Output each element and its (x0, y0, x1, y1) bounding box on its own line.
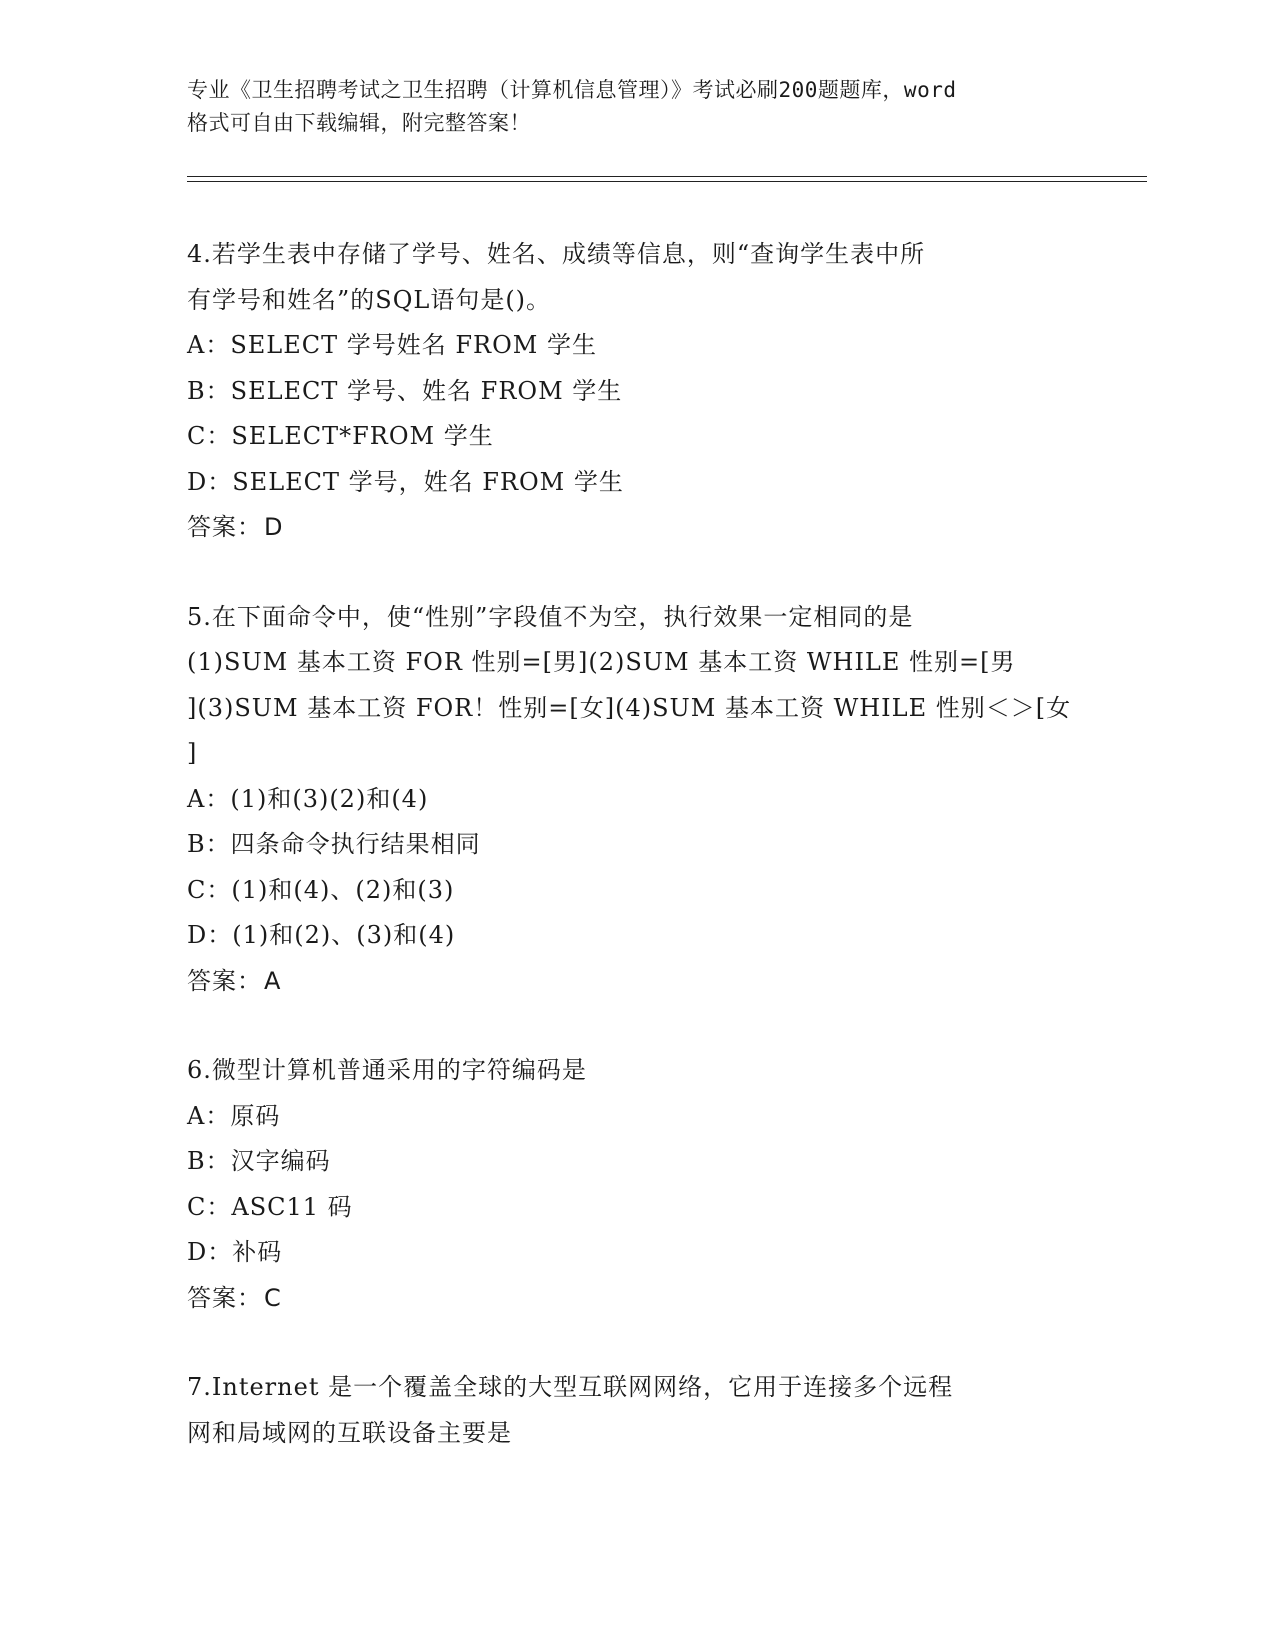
question-stem-line: ](3)SUM 基本工资 FOR！性别=[女](4)SUM 基本工资 WHILE 性别＜＞[女 (187, 693, 1072, 722)
option-b: B：汉字编码 (187, 1147, 331, 1175)
answer-line (187, 959, 1087, 1005)
option-b: B：四条命令执行结果相同 (187, 830, 481, 858)
answer-value: D (264, 513, 284, 541)
question-stem-line: 网和局域网的互联设备主要是 (187, 1418, 512, 1447)
question-stem-line: 4.若学生表中存储了学号、姓名、成绩等信息，则“查询学生表中所 (187, 240, 926, 268)
question-list (187, 232, 1087, 1500)
option-b: B：SELECT 学号、姓名 FROM 学生 (187, 376, 623, 405)
answer-value: C (264, 1283, 282, 1312)
answer-label: 答案： (187, 966, 262, 995)
answer-label: 答案： (187, 1283, 262, 1312)
option-c: C：SELECT*FROM 学生 (187, 422, 494, 450)
question-stem-line: 5.在下面命令中，使“性别”字段值不为空，执行效果一定相同的是 (187, 602, 914, 631)
question-stem-line: 有学号和姓名”的SQL语句是()。 (187, 285, 552, 314)
question-stem-line: 6.微型计算机普通采用的字符编码是 (187, 1056, 587, 1084)
option-c: C：ASC11 码 (187, 1192, 353, 1221)
question-7 (187, 1365, 1087, 1456)
question-stem-line: 7.Internet 是一个覆盖全球的大型互联网网络，它用于连接多个远程 (187, 1373, 954, 1401)
option-a: A：原码 (187, 1101, 281, 1130)
question-4 (187, 232, 1087, 551)
option-d: D：SELECT 学号，姓名 FROM 学生 (187, 467, 624, 496)
question-5 (187, 595, 1087, 1005)
answer-line (187, 1276, 1087, 1322)
document-header (187, 74, 1087, 140)
header-divider-top (187, 176, 1147, 177)
option-d: D：(1)和(2)、(3)和(4) (187, 921, 456, 949)
answer-value: A (264, 966, 282, 995)
option-a: A：SELECT 学号姓名 FROM 学生 (187, 331, 597, 359)
header-title-line-2: 格式可自由下载编辑，附完整答案！ (187, 111, 531, 135)
question-6 (187, 1048, 1087, 1321)
header-title-line-1: 专业《卫生招聘考试之卫生招聘（计算机信息管理）》考试必刷200题题库，word (187, 78, 957, 102)
question-stem-line: (1)SUM 基本工资 FOR 性别=[男](2)SUM 基本工资 WHILE 性别=[男 (187, 648, 1016, 676)
answer-label: 答案： (187, 513, 262, 541)
answer-line (187, 505, 1087, 551)
option-d: D：补码 (187, 1238, 283, 1266)
option-a: A：(1)和(3)(2)和(4) (187, 784, 429, 813)
header-divider-bottom (187, 181, 1147, 182)
question-stem-line: ] (187, 739, 198, 767)
option-c: C：(1)和(4)、(2)和(3) (187, 875, 455, 904)
